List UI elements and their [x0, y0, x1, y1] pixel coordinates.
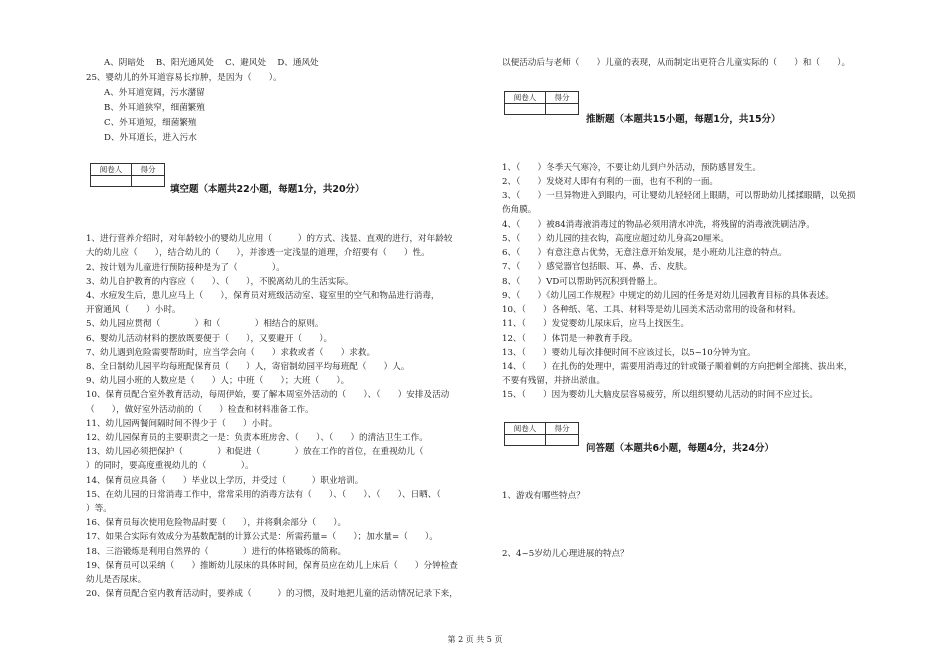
fill-line: 11、幼儿园两餐间隔时间不得少于（ ）小时。 [86, 419, 278, 429]
judge-line: 5、（ ）幼儿园的挂衣钩，高度应超过幼儿身高20厘米。 [502, 234, 729, 244]
reviewer-label: 阅卷人 [505, 423, 546, 435]
score-cell [546, 104, 579, 115]
score-cell [546, 435, 579, 446]
score-box-qa [504, 422, 579, 446]
fill-line: 13、幼儿园必须把保护（ ）和促进（ ）放在工作的首位，在重视幼儿（ [86, 447, 424, 457]
fill-line: 12、幼儿园保育员的主要职责之一是：负责本班房舍、（ ）、（ ）的清洁卫生工作。 [86, 433, 428, 443]
fill-line: 16、保育员每次使用危险物品时要（ ），并将剩余部分（ ）。 [86, 518, 347, 528]
fill-line: 开窗通风（ ）小时。 [86, 305, 181, 315]
fill-line: （ ），做好室外活动前的（ ）检查和材料准备工作。 [86, 405, 314, 415]
score-label: 得分 [546, 92, 579, 104]
judge-line: 1、（ ）冬季天气寒冷，不要让幼儿到户外活动，预防感冒发生。 [502, 163, 761, 173]
judge-line: 不要有残留，并挤出淤血。 [502, 376, 606, 386]
judge-line: 15、（ ）因为婴幼儿大脑皮层容易疲劳，所以组织婴幼儿活动的时间不应过长。 [502, 390, 819, 400]
judge-line: 11、（ ）发觉婴幼儿尿床后，应马上找医生。 [502, 319, 690, 329]
judge-line: 3、（ ）一旦异物进入到眼内，可让婴幼儿轻轻闭上眼睛，可以帮助幼儿揉揉眼睛，以免损 [502, 191, 856, 201]
judge-line: 伤角膜。 [502, 205, 537, 215]
fill-line: 10、保育员配合室外教育活动，每周伊始，要了解本周室外活动的（ ）、（ ）安排及活动 [86, 390, 450, 400]
fill-line: 8、全日制幼儿园平均每班配保育员（ ）人，寄宿制幼园平均每班配（ ）人。 [86, 362, 410, 372]
qa-question-1: 1、游戏有哪些特点？ [502, 491, 585, 501]
score-cell [132, 176, 165, 187]
fill-line: 幼儿是否尿床。 [86, 575, 147, 585]
reviewer-label: 阅卷人 [505, 92, 546, 104]
judge-line: 4、（ ）被84消毒液消毒过的物品必须用清水冲洗，将残留的消毒液洗刷洁净。 [502, 220, 815, 230]
reviewer-cell [505, 435, 546, 446]
fill-section-title: 填空题（本题共22小题，每题1分，共20分） [170, 184, 365, 195]
score-label: 得分 [546, 423, 579, 435]
fill-line: 6、婴幼儿活动材料的摆放既要便于（ ），又要避开（ ）。 [86, 334, 333, 344]
fill-line: 7、幼儿遇到危险需要帮助时，应当学会向（ ）求救或者（ ）求救。 [86, 348, 376, 358]
qa-section-title: 问答题（本题共6小题，每题4分，共24分） [586, 443, 774, 454]
judge-line: 9、（ ）《幼儿园工作规程》中规定的幼儿园的任务是对幼儿园教育目标的具体表述。 [502, 291, 835, 301]
judge-line: 8、（ ）VD可以帮助钙沉积到骨骼上。 [502, 277, 663, 287]
judge-line: 7、（ ）感觉器官包括眼、耳、鼻、舌、皮肤。 [502, 262, 693, 272]
reviewer-cell [505, 104, 546, 115]
reviewer-cell [91, 176, 132, 187]
score-label: 得分 [132, 164, 165, 176]
fill-line: 14、保育员应具备（ ）毕业以上学历，并受过（ ）职业培训。 [86, 476, 364, 486]
fill-line: 19、保育员可以采纳（ ）推断幼儿尿床的具体时间，保育员应在幼儿上床后（ ）分钟检查 [86, 561, 458, 571]
fill-line: ）的同时，要高度重视幼儿的（ ）。 [86, 461, 254, 471]
q20-continuation: 以便活动后与老师（ ）儿童的表现，从而制定出更符合儿童实际的（ ）和（ ）。 [502, 58, 851, 68]
score-box-judge [504, 91, 579, 115]
score-box-fill [90, 163, 165, 187]
judge-line: 2、（ ）发烧对人即有有利的一面，也有不利的一面。 [502, 177, 719, 187]
judge-line: 10、（ ）各种纸、笔、工具、材料等是幼儿园美术活动常用的设备和材料。 [502, 305, 801, 315]
page-number: 第 2 页 共 5 页 [447, 635, 503, 644]
judge-line: 12、（ ）体罚是一种教育手段。 [502, 334, 638, 344]
judge-line: 14、（ ）在扎伤的处理中，需要用消毒过的针或镊子顺着刺的方向把刺全部挑、拔出来， [502, 362, 853, 372]
fill-line: ）等。 [86, 504, 112, 514]
q25-option-c: C、外耳道短，细菌繁殖 [104, 118, 197, 128]
fill-line: 9、幼儿园小班的人数应是（ ）人；中班（ ）；大班（ ）。 [86, 376, 350, 386]
q25-option-a: A、外耳道宽阔，污水潴留 [104, 88, 205, 98]
judge-section-title: 推断题（本题共15小题，每题1分，共15分） [586, 114, 781, 125]
fill-line: 17、如果合实际有效成分为基数配制的计算公式是：所需药量=（ ）；加水量=（ ）。 [86, 532, 438, 542]
qa-question-2: 2、4~5岁幼儿心理进展的特点？ [502, 549, 629, 559]
fill-line: 18、三浴锻炼是利用自然界的（ ）进行的体格锻炼的简称。 [86, 547, 347, 557]
q25-option-d: D、外耳道长，进入污水 [104, 133, 197, 143]
fill-line: 4、水痘发生后，患儿应马上（ ），保育员对班级活动室、寝室里的空气和物品进行消毒， [86, 291, 440, 301]
fill-line: 1、进行营养介绍时，对年龄较小的婴幼儿应用（ ）的方式、浅显、直观的进行，对年龄较 [86, 234, 453, 244]
fill-line: 20、保育员配合室内教育活动时，要养成（ ）的习惯，及时地把儿童的活动情况记录下来， [86, 589, 458, 599]
q24-options: A、阴暗处 B、阳光通风处 C、避风处 D、通风处 [104, 58, 319, 68]
reviewer-label: 阅卷人 [91, 164, 132, 176]
judge-line: 6、（ ）有意注意占优势，无意注意开始发展，是小班幼儿注意的特点。 [502, 248, 787, 258]
q25-option-b: B、外耳道狭窄，细菌繁殖 [104, 103, 205, 113]
fill-line: 3、幼儿自护教育的内容应（ ）、（ ），不脱离幼儿的生活实际。 [86, 277, 354, 287]
fill-line: 大的幼儿应（ ），结合幼儿的（ ），并渗透一定浅显的道理，介绍要有（ ）性。 [86, 248, 430, 258]
judge-line: 13、（ ）婴幼儿每次排便时间不应该过长，以5~10分钟为宜。 [502, 348, 756, 358]
q25-question: 25、婴幼儿的外耳道容易长疖肿，是因为（ ）。 [86, 73, 282, 83]
fill-line: 5、幼儿园应贯彻（ ）和（ ）相结合的原则。 [86, 319, 324, 329]
fill-line: 2、按计划为儿童进行预防接种是为了（ ）。 [86, 263, 285, 273]
fill-line: 15、在幼儿园的日常消毒工作中，常常采用的消毒方法有（ ）、（ ）、（ ）、日晒、（ [86, 490, 441, 500]
